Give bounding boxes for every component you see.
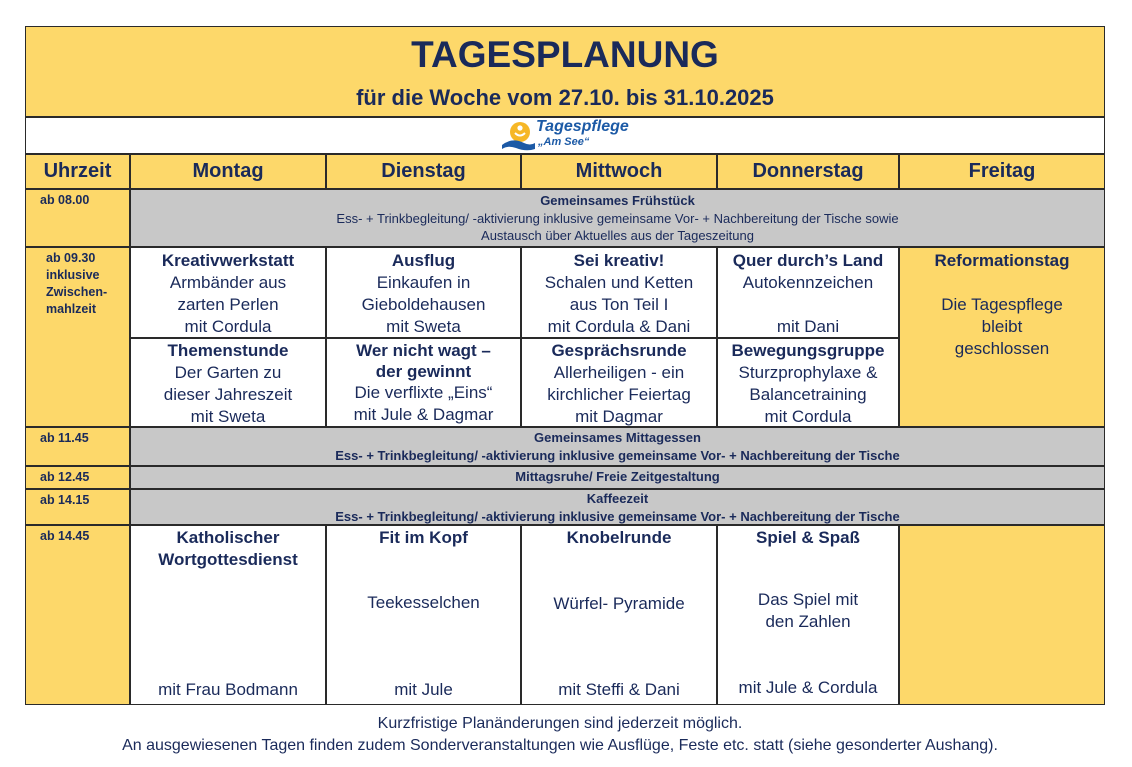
band-coffee	[130, 489, 1105, 525]
activity-leader: mit Sweta	[386, 317, 461, 336]
activity-thursday-morning1	[717, 247, 899, 338]
activity-line: den Zahlen	[765, 612, 851, 631]
activity-line: aus Ton Teil I	[569, 295, 669, 314]
activity-line: zarten Perlen	[177, 295, 279, 314]
activity-leader: mit Jule & Cordula	[738, 678, 878, 697]
col-header-tuesday: Dienstag	[326, 154, 521, 189]
activity-line: Sturzprophylaxe &	[738, 363, 878, 382]
activity-line: Allerheiligen - ein	[553, 363, 685, 382]
activity-leader: mit Dagmar	[575, 407, 663, 426]
activity-line: Teekesselchen	[367, 593, 480, 612]
band-lunch	[130, 427, 1105, 466]
band-lunch-line1: Ess- + Trinkbegleitung/ -aktivierung inklusive gemeinsame Vor- + Nachbereitung der Tische	[335, 447, 900, 463]
time-0930-line1: ab 09.30	[46, 251, 96, 265]
band-lunch-title: Gemeinsames Mittagessen	[534, 430, 701, 445]
activity-line: Schalen und Ketten	[544, 273, 694, 292]
activity-title: Ausflug	[391, 251, 456, 270]
holiday-line: bleibt	[981, 317, 1023, 336]
activity-title: Themenstunde	[167, 341, 289, 360]
holiday-line: geschlossen	[954, 339, 1050, 358]
activity-leader: mit Cordula	[184, 317, 272, 336]
footer-note-1: Kurzfristige Planänderungen sind jederzeit möglich.	[377, 715, 743, 732]
activity-leader: mit Cordula & Dani	[547, 317, 691, 336]
activity-title: Kreativwerkstatt	[161, 251, 295, 270]
friday-holiday	[899, 247, 1105, 427]
activity-title: Spiel & Spaß	[756, 528, 860, 547]
page-title: TAGESPLANUNG	[411, 34, 719, 75]
time-0930-line2: inklusive	[46, 268, 100, 282]
activity-tuesday-afternoon	[326, 525, 521, 705]
activity-line: kirchlicher Feiertag	[547, 385, 691, 404]
activity-line: Einkaufen in	[376, 273, 471, 292]
time-0800: ab 08.00	[25, 189, 130, 247]
band-breakfast-line2: Austausch über Aktuelles aus der Tageszeitung	[481, 228, 754, 243]
activity-title: Gesprächsrunde	[551, 341, 687, 360]
activity-thursday-morning2	[717, 338, 899, 427]
activity-monday-morning2	[130, 338, 326, 427]
time-0930-line3: Zwischen-	[46, 285, 108, 299]
band-rest	[130, 466, 1105, 489]
activity-leader: mit Jule & Dagmar	[353, 405, 494, 424]
activity-monday-afternoon	[130, 525, 326, 705]
activity-line: Autokennzeichen	[742, 273, 874, 292]
activity-line: Die verflixte „Eins“	[354, 383, 493, 402]
activity-title: Sei kreativ!	[573, 251, 665, 270]
time-1245: ab 12.45	[25, 466, 130, 489]
activity-line: Armbänder aus	[169, 273, 287, 292]
activity-title: Wer nicht wagt –	[356, 341, 491, 360]
time-1145: ab 11.45	[25, 427, 130, 466]
band-breakfast-title: Gemeinsames Frühstück	[540, 193, 695, 208]
activity-title: Katholischer	[176, 528, 280, 547]
activity-title: Wortgottesdienst	[158, 550, 298, 569]
activity-thursday-afternoon	[717, 525, 899, 705]
activity-title: Bewegungsgruppe	[731, 341, 885, 360]
activity-monday-morning1	[130, 247, 326, 338]
friday-afternoon-empty	[899, 525, 1105, 705]
activity-leader: mit Cordula	[764, 407, 852, 426]
header-banner	[25, 26, 1105, 117]
activity-wednesday-morning1	[521, 247, 717, 338]
holiday-line: Die Tagespflege	[941, 295, 1063, 314]
band-coffee-title: Kaffeezeit	[586, 491, 649, 506]
activity-leader: mit Steffi & Dani	[558, 680, 680, 699]
activity-line: Würfel- Pyramide	[553, 594, 685, 613]
footer-note-2: An ausgewiesenen Tagen finden zudem Sonderveranstaltungen wie Ausflüge, Feste etc. statt (siehe gesonderter Aushang).	[122, 737, 998, 754]
time-0930	[25, 247, 130, 427]
activity-line: Gieboldehausen	[361, 295, 486, 314]
col-header-time: Uhrzeit	[25, 154, 130, 189]
activity-wednesday-morning2	[521, 338, 717, 427]
time-1415: ab 14.15	[25, 489, 130, 525]
activity-line: Der Garten zu	[174, 363, 282, 382]
time-0930-line4: mahlzeit	[46, 302, 97, 316]
band-rest-title: Mittagsruhe/ Freie Zeitgestaltung	[515, 469, 720, 484]
col-header-thursday: Donnerstag	[717, 154, 899, 189]
holiday-title: Reformationstag	[934, 251, 1070, 270]
activity-line: Balancetraining	[749, 385, 867, 404]
time-1445: ab 14.45	[25, 525, 130, 705]
band-breakfast-line1: Ess- + Trinkbegleitung/ -aktivierung inklusive gemeinsame Vor- + Nachbereitung der Tische sowie	[336, 210, 899, 226]
activity-line: Das Spiel mit	[757, 590, 859, 609]
activity-leader: mit Sweta	[190, 407, 266, 426]
activity-title: Knobelrunde	[566, 528, 672, 547]
activity-leader: mit Jule	[394, 680, 453, 699]
activity-tuesday-morning2	[326, 338, 521, 427]
activity-line: dieser Jahreszeit	[163, 385, 293, 404]
logo-text: Tagespflege	[536, 118, 629, 135]
col-header-monday: Montag	[130, 154, 326, 189]
activity-leader: mit Dani	[776, 317, 840, 336]
activity-title: Fit im Kopf	[379, 528, 468, 547]
activity-wednesday-afternoon	[521, 525, 717, 705]
logo-icon	[500, 119, 536, 151]
band-breakfast	[130, 189, 1105, 247]
logo-row	[25, 117, 1105, 154]
page-subtitle: für die Woche vom 27.10. bis 31.10.2025	[356, 85, 774, 110]
logo-subtext: „Am See“	[538, 136, 590, 148]
activity-tuesday-morning1	[326, 247, 521, 338]
col-header-wednesday: Mittwoch	[521, 154, 717, 189]
band-coffee-line1: Ess- + Trinkbegleitung/ -aktivierung inklusive gemeinsame Vor- + Nachbereitung der Tische	[335, 508, 900, 524]
activity-leader: mit Frau Bodmann	[158, 680, 298, 699]
activity-title: der gewinnt	[375, 362, 472, 381]
activity-title: Quer durch’s Land	[732, 251, 884, 270]
col-header-friday: Freitag	[899, 154, 1105, 189]
